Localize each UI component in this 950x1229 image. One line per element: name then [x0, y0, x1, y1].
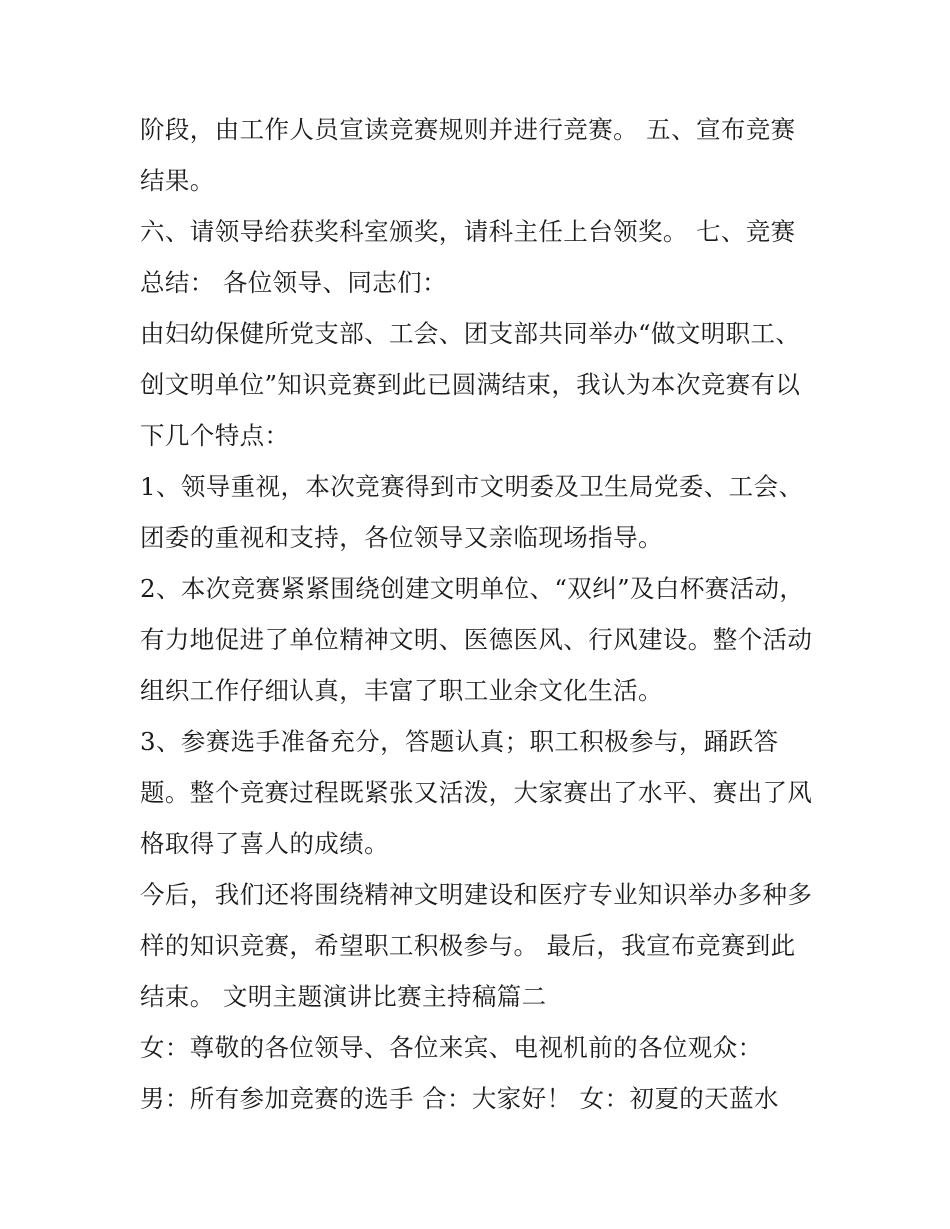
text-line: 男：所有参加竞赛的选手 合：大家好！ 女：初夏的天蓝水: [140, 1084, 779, 1113]
text-line: 由妇幼保健所党支部、工会、团支部共同举办“做文明职工、: [140, 319, 801, 348]
text-line: 有力地促进了单位精神文明、医德医风、行风建设。整个活动: [140, 625, 813, 654]
text-line: 总结： 各位领导、同志们：: [140, 268, 447, 297]
text-line: 格取得了喜人的成绩。: [140, 829, 389, 858]
text-line: 女：尊敬的各位领导、各位来宾、电视机前的各位观众：: [140, 1033, 763, 1062]
text-line: 样的知识竞赛，希望职工积极参与。 最后，我宣布竞赛到此: [140, 931, 796, 960]
text-line: 2、本次竞赛紧紧围绕创建文明单位、“双纠”及白杯赛活动，: [140, 574, 805, 603]
text-line: 题。整个竞赛过程既紧张又活泼，大家赛出了水平、赛出了风: [140, 778, 813, 807]
text-line: 团委的重视和支持，各位领导又亲临现场指导。: [140, 523, 663, 552]
text-line: 组织工作仔细认真，丰富了职工业余文化生活。: [140, 676, 663, 705]
text-line: 3、参赛选手准备充分，答题认真；职工积极参与，踊跃答: [140, 727, 779, 756]
text-line: 六、请领导给获奖科室颁奖，请科主任上台领奖。 七、竞赛: [140, 217, 796, 246]
text-line: 创文明单位”知识竞赛到此已圆满结束，我认为本次竞赛有以: [140, 370, 801, 399]
text-line: 阶段，由工作人员宣读竞赛规则并进行竞赛。 五、宣布竞赛: [140, 115, 796, 144]
text-line: 1、领导重视，本次竞赛得到市文明委及卫生局党委、工会、: [140, 472, 804, 501]
document-body: [140, 104, 820, 1124]
text-line: 结束。 文明主题演讲比赛主持稿篇二: [140, 982, 547, 1011]
text-line: 今后，我们还将围绕精神文明建设和医疗专业知识举办多种多: [140, 880, 813, 909]
text-line: 结果。: [140, 166, 215, 195]
text-line: 下几个特点：: [140, 421, 290, 450]
